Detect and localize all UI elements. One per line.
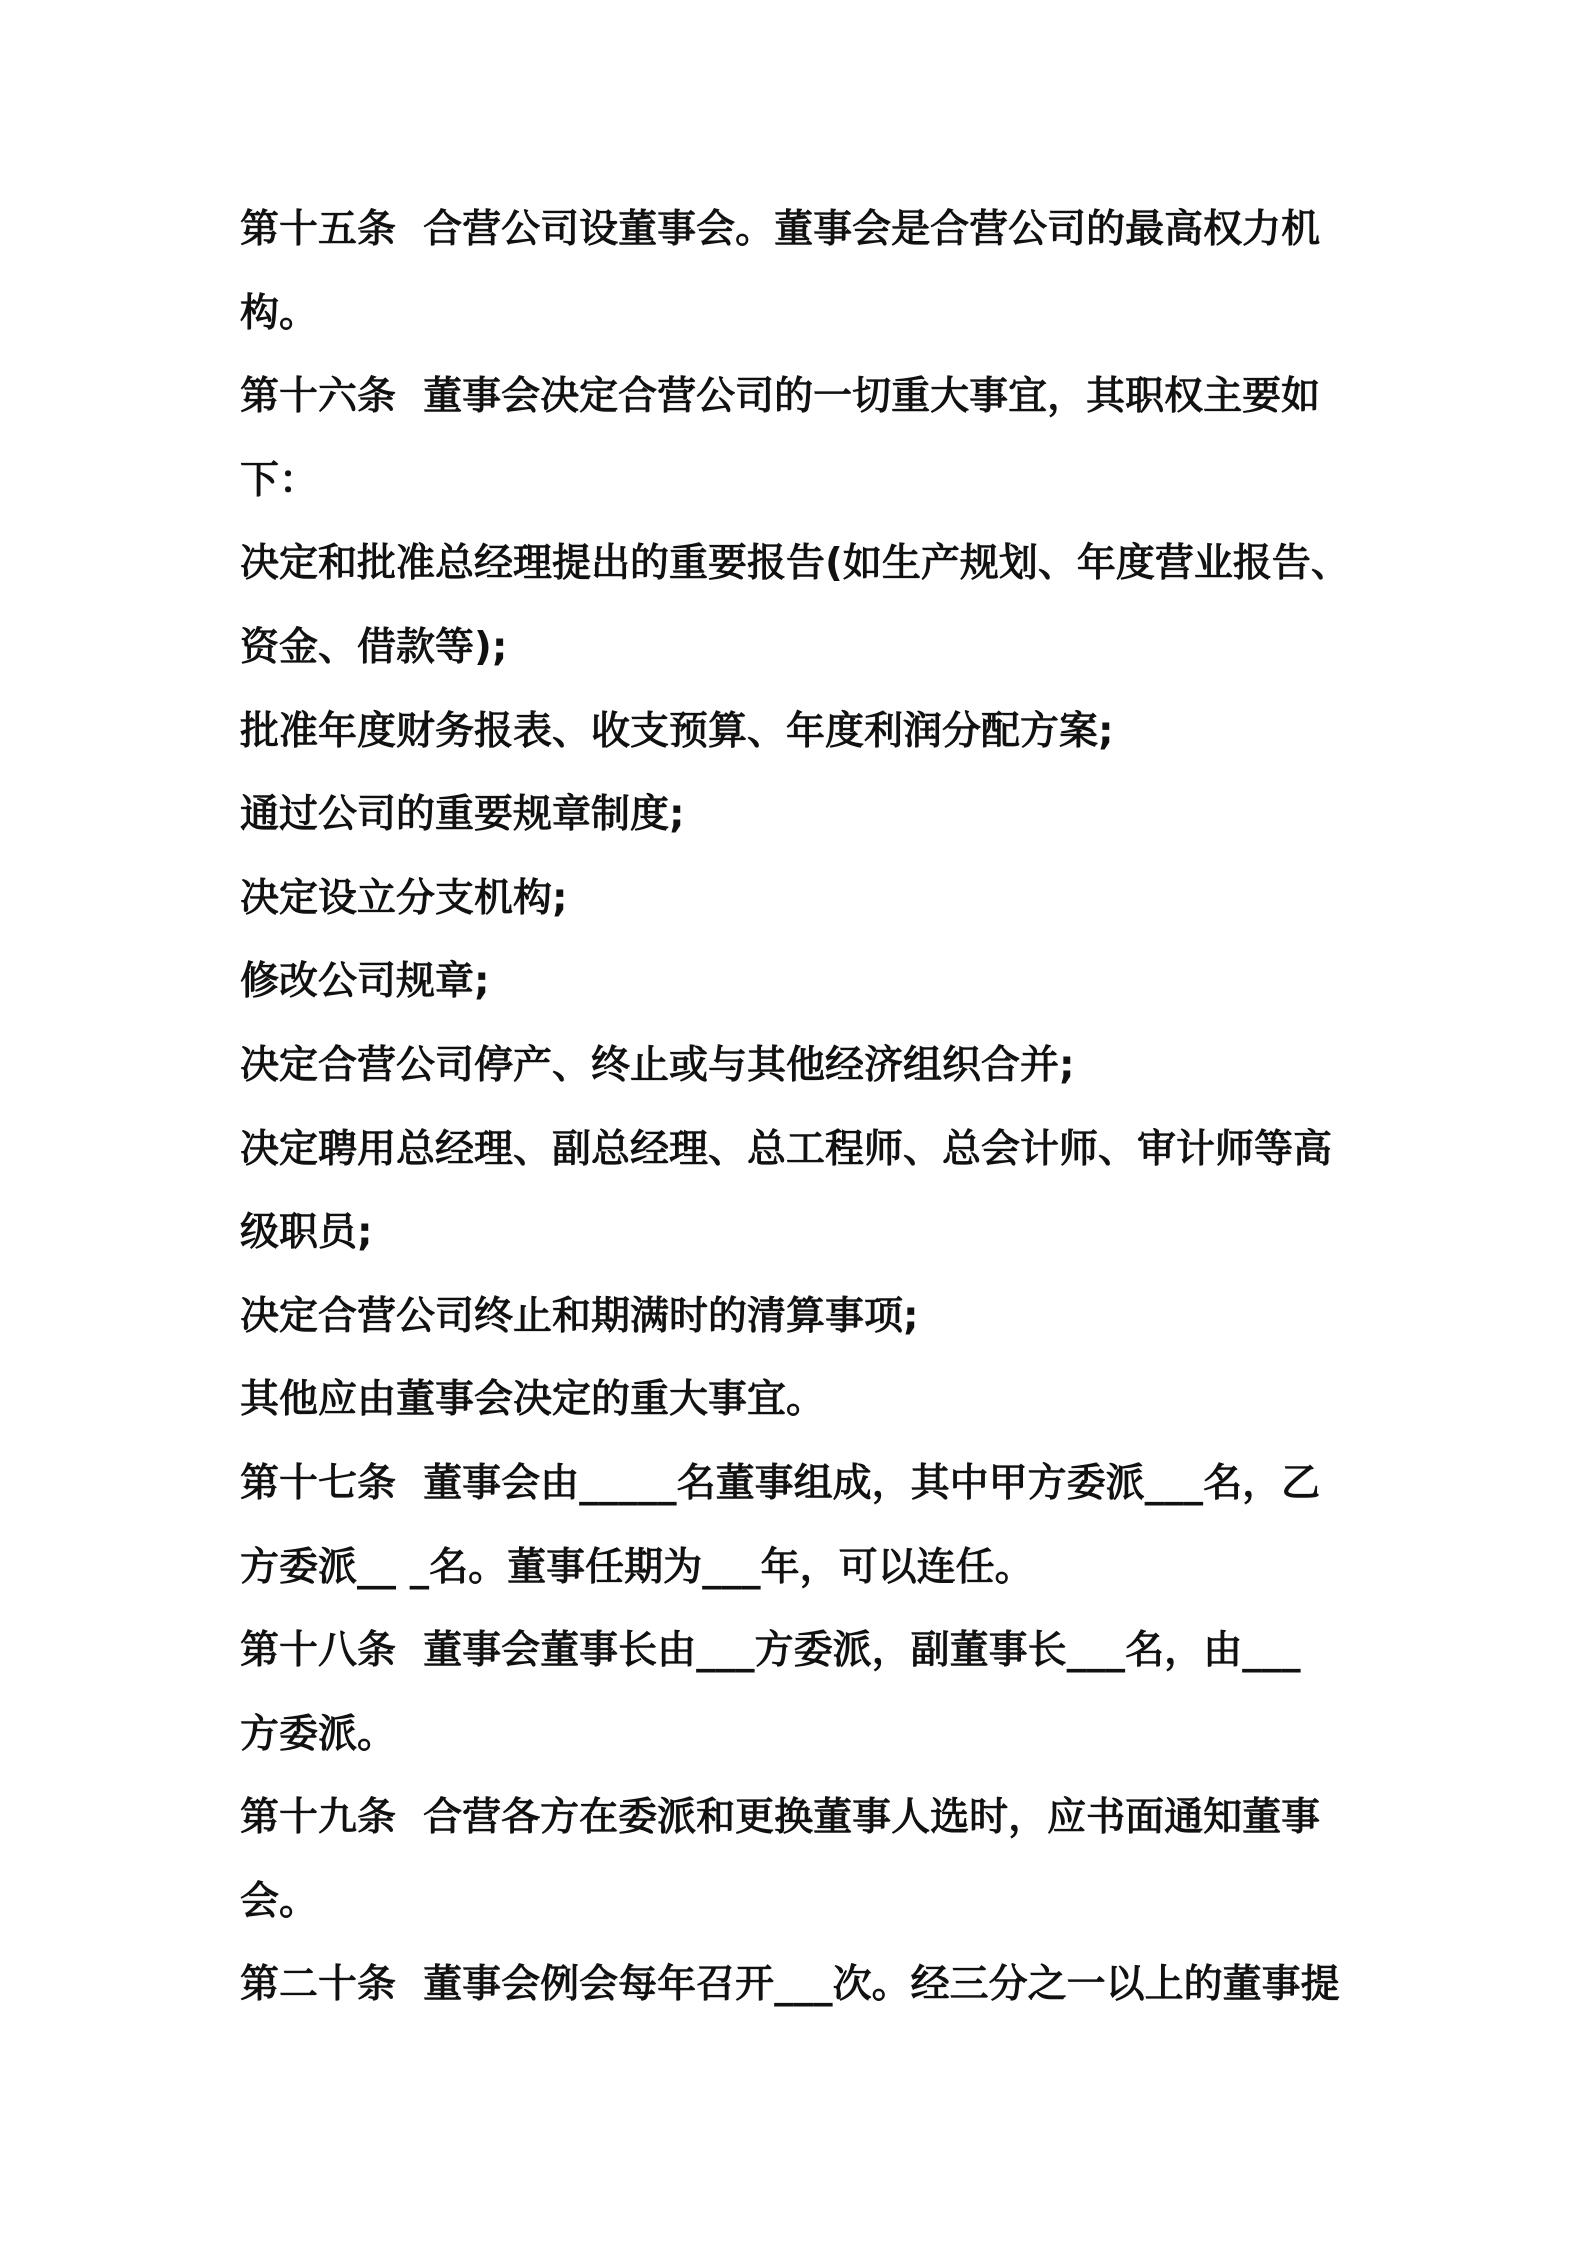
text-line: 决定设立分支机构;: [240, 875, 568, 921]
text-line: 批准年度财务报表、收支预算、年度利润分配方案;: [240, 708, 1114, 754]
text-line: 构。: [240, 290, 319, 336]
text-line: 决定合营公司终止和期满时的清算事项;: [240, 1293, 919, 1339]
text-line: 下：: [240, 457, 319, 503]
text-line: 决定合营公司停产、终止或与其他经济组织合并;: [240, 1042, 1075, 1088]
text-line: 级职员;: [240, 1210, 373, 1256]
text-line: 第十八条 董事会董事长由___方委派，副董事长___名，由___: [240, 1628, 1301, 1674]
text-line: 决定和批准总经理提出的重要报告(如生产规划、年度营业报告、: [240, 541, 1350, 587]
document-body: [240, 188, 1370, 2027]
text-line: 第二十条 董事会例会每年召开___次。经三分之一以上的董事提: [240, 1962, 1340, 2008]
text-line: 第十七条 董事会由_____名董事组成，其中甲方委派___名，乙: [240, 1460, 1321, 1506]
text-line: 修改公司规章;: [240, 959, 490, 1005]
text-line: 第十五条 合营公司设董事会。董事会是合营公司的最高权力机: [240, 207, 1321, 252]
text-line: 其他应由董事会决定的重大事宜。: [240, 1377, 826, 1423]
text-line: 第十六条 董事会决定合营公司的一切重大事宜，其职权主要如: [240, 374, 1321, 420]
text-line: 方委派。: [240, 1711, 397, 1757]
text-line: 决定聘用总经理、副总经理、总工程师、总会计师、审计师等高: [240, 1126, 1333, 1172]
text-line: 通过公司的重要规章制度;: [240, 792, 685, 838]
text-line: 资金、借款等);: [240, 624, 508, 670]
text-line: 第十九条 合营各方在委派和更换董事人选时，应书面通知董事: [240, 1795, 1321, 1841]
text-line: 会。: [240, 1878, 319, 1924]
text-line: 方委派__ _名。董事任期为___年，可以连任。: [240, 1544, 1034, 1590]
